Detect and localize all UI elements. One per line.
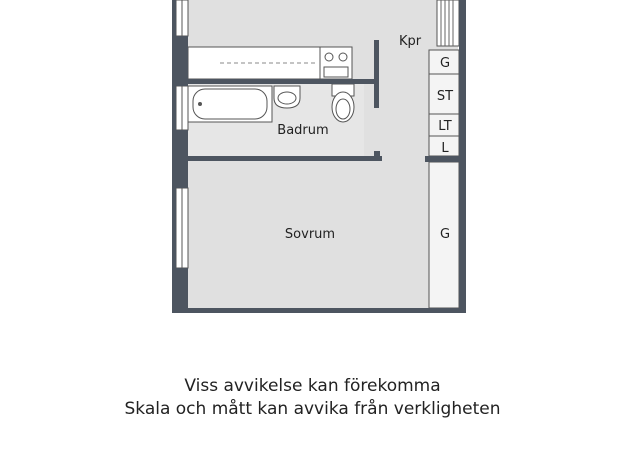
window-left-top [176,0,188,36]
closet-label-g-bottom: G [439,227,451,242]
window-left-middle [176,86,188,130]
bathtub [188,86,272,122]
disclaimer-line-2: Skala och mått kan avvika från verkligheten [124,399,501,419]
closet-label-st: ST [436,89,454,104]
closet-label-g-top: G [439,56,451,71]
closet-label-l: L [441,141,449,156]
sink [274,86,300,108]
window-left-bottom [176,188,188,268]
toilet [332,84,354,122]
disclaimer-line-1: Viss avvikelse kan förekomma [184,376,441,396]
closet-label-lt: LT [438,119,452,134]
room-label-kitchen: Kpr [398,34,422,49]
room-label-bedroom: Sovrum [284,227,336,242]
kitchen-counter [188,47,320,79]
stove [320,47,352,79]
radiator [437,0,459,46]
room-label-bathroom: Badrum [277,123,329,138]
